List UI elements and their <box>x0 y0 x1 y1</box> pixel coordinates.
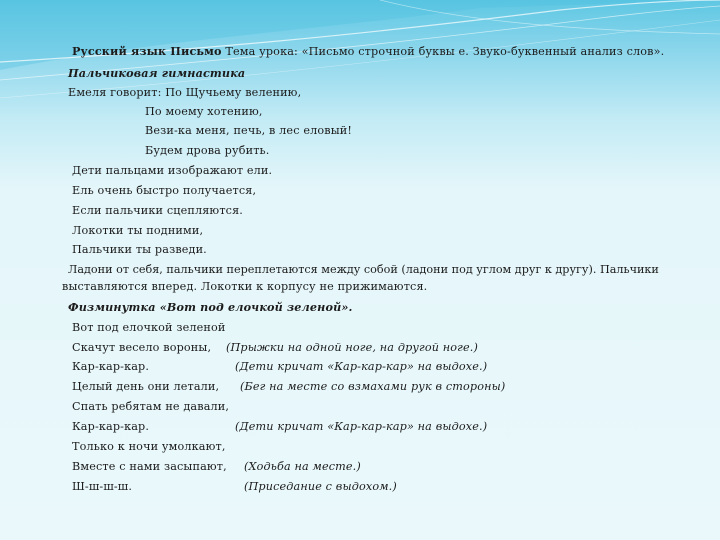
finger-gym-line: Локотки ты подними, <box>72 224 204 237</box>
finger-gym-instruction: Ладони от себя, пальчики переплетаются между собой (ладони под углом друг к другу). Пальчики <box>68 263 659 276</box>
poem-action-note: (Дети кричат «Кар-кар-кар» на выдохе.) <box>235 360 488 373</box>
finger-gym-line: Будем дрова рубить. <box>145 144 270 157</box>
finger-gym-line: По моему хотению, <box>145 105 263 118</box>
poem-action-note: (Дети кричат «Кар-кар-кар» на выдохе.) <box>235 420 488 433</box>
poem-action-note: (Ходьба на месте.) <box>244 460 361 473</box>
subject-title: Русский язык Письмо <box>72 44 222 58</box>
finger-gym-title: Пальчиковая гимнастика <box>68 66 246 80</box>
finger-gym-line: Вези-ка меня, печь, в лес еловый! <box>145 124 352 137</box>
poem-line: Кар-кар-кар. <box>72 360 150 373</box>
poem-line: Скачут весело вороны, <box>72 341 212 354</box>
poem-line: Спать ребятам не давали, <box>72 400 230 413</box>
poem-line: Только к ночи умолкают, <box>72 440 226 453</box>
phys-minute-title: Физминутка «Вот под елочкой зеленой». <box>68 300 353 314</box>
finger-gym-line: Дети пальцами изображают ели. <box>72 164 273 177</box>
lesson-topic: Тема урока: «Письмо строчной буквы е. Звуко-буквенный анализ слов». <box>221 45 665 58</box>
header-line <box>72 44 664 59</box>
poem-line: Целый день они летали, <box>72 380 220 393</box>
poem-line: Ш-ш-ш-ш. <box>72 480 133 493</box>
finger-gym-instruction: выставляются вперед. Локотки к корпусу не прижимаются. <box>62 280 428 293</box>
finger-gym-line: Емеля говорит: По Щучьему велению, <box>68 86 302 99</box>
poem-action-note: (Приседание с выдохом.) <box>244 480 397 493</box>
finger-gym-line: Пальчики ты разведи. <box>72 243 207 256</box>
finger-gym-line: Если пальчики сцепляются. <box>72 204 243 217</box>
poem-line: Вот под елочкой зеленой <box>72 321 226 334</box>
poem-line: Вместе с нами засыпают, <box>72 460 227 473</box>
poem-action-note: (Прыжки на одной ноге, на другой ноге.) <box>226 341 478 354</box>
finger-gym-line: Ель очень быстро получается, <box>72 184 257 197</box>
poem-line: Кар-кар-кар. <box>72 420 150 433</box>
poem-action-note: (Бег на месте со взмахами рук в стороны) <box>240 380 506 393</box>
